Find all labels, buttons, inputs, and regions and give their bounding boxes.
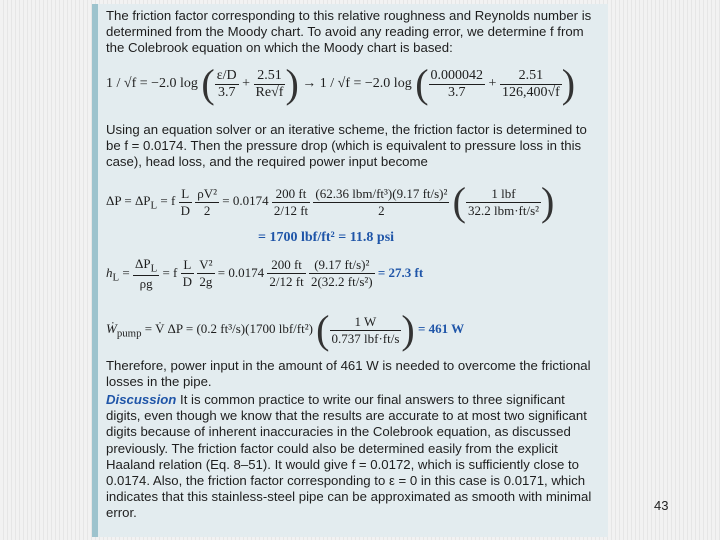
- colebrook-lhs: 1 / √f = −2.0 log: [106, 76, 198, 92]
- paren-open: (: [201, 61, 215, 106]
- colebrook-equation: 1 / √f = −2.0 log ( $\frac{\varepsilon/D}{3.7}$ + $\frac{2.51}{Re√f}$ ) → 1 / √f = −2.0 log ( $\frac{0.000042}{3.7}$ + $\frac{2.51}{126,400√f}$ ): [106, 61, 576, 106]
- head-loss-equation: $h_L$ = $\frac{\Delta P_L}{\rho g}$ = f $\frac{L}{D}$ $\frac{\text{V²}}{2g}$ = 0.0174 $\frac{200 ft}{2/12 ft}$ $\frac{\text{(9.17 ft/s)²}}{\text{2(32.2 ft/s²)}}$ = 27.3 ft: [106, 256, 424, 291]
- head-loss-result: = 27.3 ft: [377, 264, 424, 280]
- page-number: 43: [654, 498, 669, 513]
- therefore-paragraph: Therefore, power input in the amount of 461 W is needed to overcome the frictional losses in the pipe.: [106, 358, 591, 390]
- pump-power-equation: Ẇ$_{pump}$ = V̇ ΔP = (0.2 ft³/s)(1700 lbf/ft²) ( $\frac{1 W}{\text{0.737 lbf·ft/s}}$ ) = 461 W: [106, 307, 465, 352]
- reynolds-fraction: $\frac{2.51}{126,400√f}$: [501, 67, 560, 100]
- pressure-drop-result: = 1700 lbf/ft² = 11.8 psi: [258, 230, 395, 245]
- paren-close: ): [285, 61, 299, 106]
- solver-paragraph: Using an equation solver or an iterative scheme, the friction factor is determined to be f = 0.0174. Then the pressure drop (which is equivalent to pressure loss in this case), head loss, and the required power input become: [106, 122, 587, 170]
- discussion-paragraph: [106, 392, 600, 522]
- discussion-text: It is common practice to write our final answers to three significant digits, even though we know that the results are accurate to at most two significant digits because of inherent inaccuracies in the Colebrook equation, as discussed previously. The friction factor could also be determined easily from the explicit Haaland relation (Eq. 8–51). It would give f = 0.0172, which is sufficiently close to 0.0174. Also, the friction factor corresponding to ε = 0 in this case is 0.0171, which indicates that this stainless-steel pipe can be approximated as smooth with minimal error.: [106, 392, 592, 521]
- discussion-label: Discussion: [106, 392, 177, 407]
- roughness-fraction: $\frac{0.000042}{3.7}$: [430, 67, 484, 100]
- arrow: →: [302, 76, 317, 92]
- textbook-excerpt-panel: [92, 4, 608, 537]
- pump-power-result: = 461 W: [417, 320, 465, 336]
- intro-paragraph: The friction factor corresponding to this relative roughness and Reynolds number is determined from the Moody chart. To avoid any reading error, we determine f from the Colebrook equation on which the Moody chart is based:: [106, 8, 592, 56]
- pressure-drop-equation: $\Delta P = \Delta P_L = f$ $\frac{L}{D}$ $\frac{\text{ρV²}}{2}$ = 0.0174 $\frac{200 ft}{2/12 ft}$ $\frac{\text{(62.36 lbm/ft³)(9.17 ft/s)²}}{2}$ ( $\frac{\text{1 lbf}}{\text{32.2 lbm·ft/s²}}$ ): [106, 179, 555, 224]
- colebrook-lhs-2: 1 / √f = −2.0 log: [319, 76, 412, 92]
- re-fraction: $\frac{2.51}{Re√f}$: [255, 67, 284, 100]
- eps-over-d-fraction: $\frac{\varepsilon/D}{3.7}$: [216, 67, 237, 100]
